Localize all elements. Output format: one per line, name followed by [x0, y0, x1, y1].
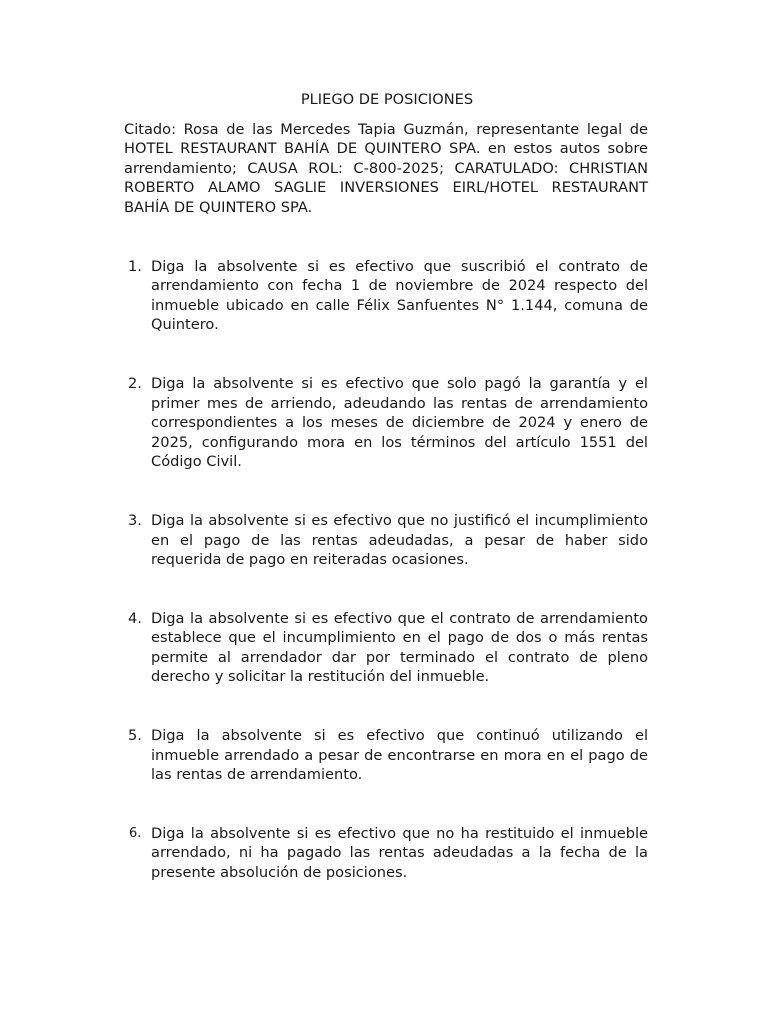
list-item — [124, 511, 648, 570]
list-item — [124, 726, 648, 785]
item-number: 5. — [128, 727, 142, 745]
list-item — [124, 374, 648, 472]
item-number: 2. — [128, 374, 142, 392]
list-item — [124, 609, 648, 687]
document-title: PLIEGO DE POSICIONES — [300, 91, 474, 108]
item-number: 4. — [128, 609, 142, 627]
item-text: Diga la absolvente si es efectivo que no justificó el incumplimiento en el pago de las rentas adeudadas, a pesar de haber sido requerida de pago en reiteradas ocasiones. — [151, 511, 648, 569]
item-number: 1. — [128, 257, 142, 275]
item-text: Diga la absolvente si es efectivo que suscribió el contrato de arrendamiento con fecha 1 de noviembre de 2024 respecto del inmueble ubicado en calle Félix Sanfuentes N° 1.144, comuna de Quintero. — [151, 257, 648, 334]
item-text: Diga la absolvente si es efectivo que continuó utilizando el inmueble arrendado a pesar de encontrarse en mora en el pago de las rentas de arrendamiento. — [151, 727, 648, 784]
item-number: 6. — [129, 825, 142, 841]
intro-paragraph: Citado: Rosa de las Mercedes Tapia Guzmán, representante legal de HOTEL RESTAURANT BAHÍA DE QUINTERO SPA. en estos autos sobre arrendamiento; CAUSA ROL: C-800-2025; CARATULADO: CHRISTIAN ROBERTO ALAMO SAGLIE INVERSIONES EIRL/HOTEL RESTAURANT BAHÍA DE QUINTERO SPA. — [124, 120, 648, 216]
list-item — [124, 257, 648, 335]
item-number: 3. — [128, 511, 142, 529]
item-text: Diga la absolvente si es efectivo que solo pagó la garantía y el primer mes de arriendo, adeudando las rentas de arrendamiento correspondientes a los meses de diciembre de 2024 y enero de 2025, configurando mora en los términos del artículo 1551 del Código Civil. — [151, 374, 648, 471]
positions-list — [124, 257, 648, 883]
item-text: Diga la absolvente si es efectivo que no ha restituido el inmueble arrendado, ni ha pagado las rentas adeudadas a la fecha de la presente absolución de posiciones. — [151, 824, 648, 882]
item-text: Diga la absolvente si es efectivo que el contrato de arrendamiento establece que el incumplimiento en el pago de dos o más rentas permite al arrendador dar por terminado el contrato de pleno derecho y solicitar la restitución del inmueble. — [151, 609, 648, 686]
list-item — [124, 824, 648, 883]
document-page — [124, 90, 648, 883]
